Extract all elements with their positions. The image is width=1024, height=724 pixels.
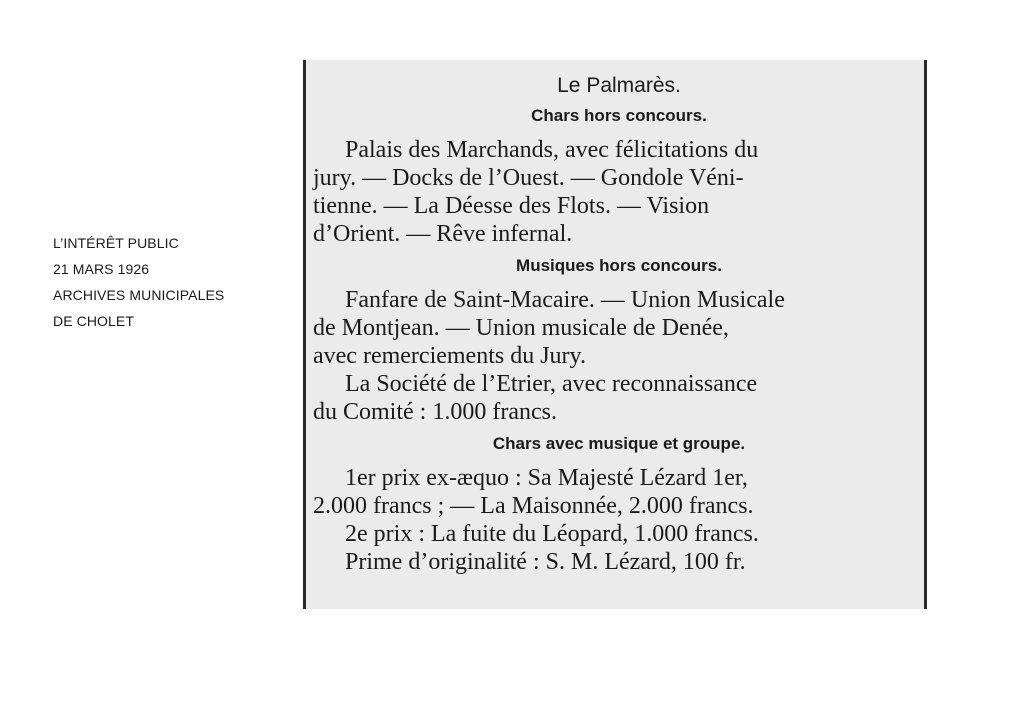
section-chars-avec-musique xyxy=(313,464,919,576)
text-line: La Société de l’Etrier, avec reconnaissance xyxy=(345,371,758,397)
text-line: 2.000 francs ; — La Maisonnée, 2.000 francs. xyxy=(313,493,754,519)
section-heading-musiques-hors-concours: Musiques hors concours. xyxy=(516,256,722,275)
section-chars-hors-concours xyxy=(313,136,919,248)
text-line: tienne. — La Déesse des Flots. — Vision xyxy=(313,193,710,219)
caption-archive: ARCHIVES MUNICIPALES xyxy=(53,287,225,303)
text-line: Palais des Marchands, avec félicitations du xyxy=(345,137,759,163)
text-line: 1er prix ex-æquo : Sa Majesté Lézard 1er, xyxy=(345,465,748,491)
text-line: avec remerciements du Jury. xyxy=(313,343,586,369)
section-heading-chars-hors-concours: Chars hors concours. xyxy=(531,106,707,125)
column-rule-right xyxy=(924,60,927,609)
caption-date: 21 MARS 1926 xyxy=(53,261,150,277)
section-heading-chars-avec-musique: Chars avec musique et groupe. xyxy=(492,434,746,453)
clipping-title: Le Palmarès. xyxy=(557,74,681,97)
text-line: Fanfare de Saint-Macaire. — Union Musicale xyxy=(345,287,785,313)
text-line: Prime d’originalité : S. M. Lézard, 100 fr. xyxy=(345,549,746,575)
caption-newspaper: L’INTÉRÊT PUBLIC xyxy=(53,235,179,251)
text-line: du Comité : 1.000 francs. xyxy=(313,399,557,425)
caption-city: DE CHOLET xyxy=(53,313,135,329)
newspaper-clipping xyxy=(303,60,927,609)
column-rule-left xyxy=(303,60,306,609)
clipping-text xyxy=(313,70,919,576)
text-line: de Montjean. — Union musicale de Denée, xyxy=(313,315,729,341)
text-line: 2e prix : La fuite du Léopard, 1.000 francs. xyxy=(345,521,759,547)
section-musiques-hors-concours xyxy=(313,286,919,426)
source-caption xyxy=(53,230,224,334)
text-line: jury. — Docks de l’Ouest. — Gondole Véni- xyxy=(313,165,744,191)
text-line: d’Orient. — Rêve infernal. xyxy=(313,221,573,247)
